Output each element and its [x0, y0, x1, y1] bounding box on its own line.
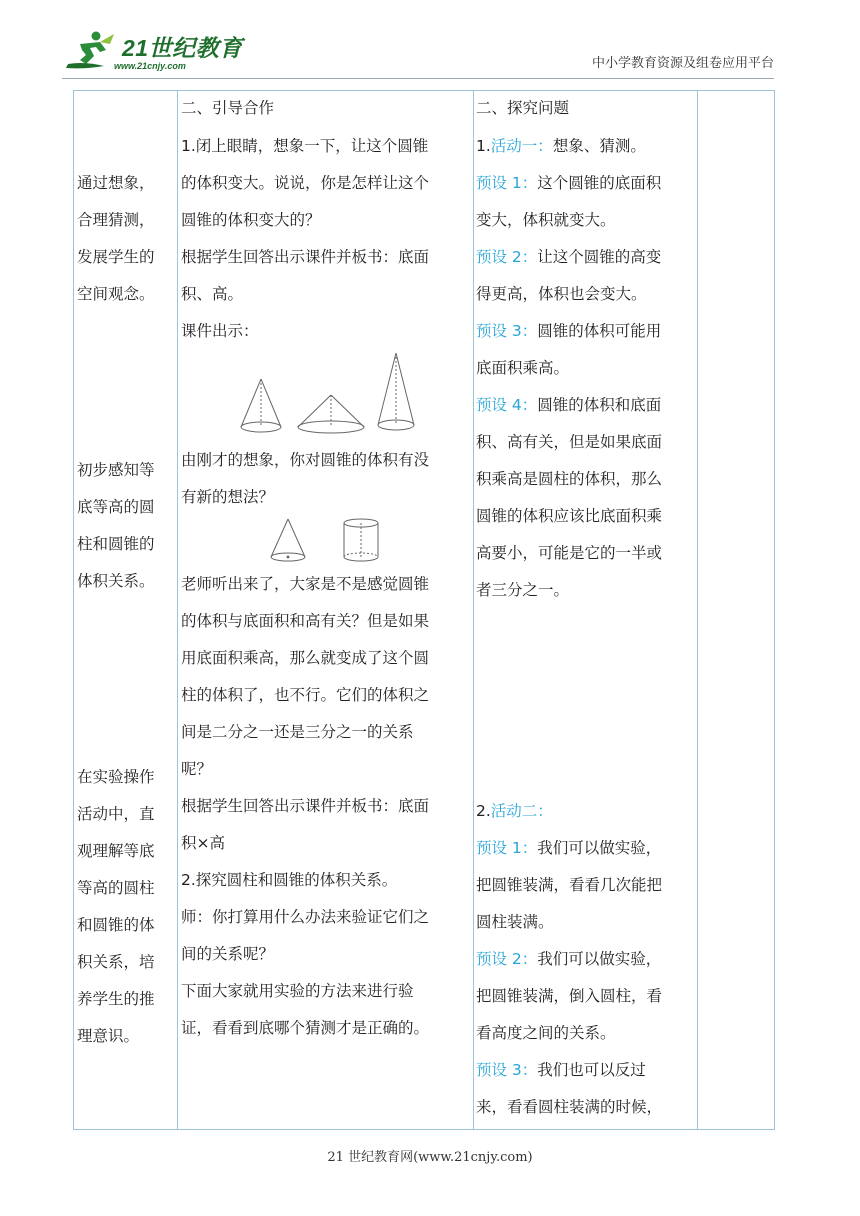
text-line: 2.探究圆柱和圆锥的体积关系。	[181, 871, 398, 889]
text-line: 的体积与底面积和高有关？但是如果	[181, 612, 430, 630]
intent-line: 积关系，培	[77, 953, 155, 971]
text-line: 柱的体积了，也不行。它们的体积之	[181, 686, 430, 704]
text-line: 的体积变大。说说，你是怎样让这个	[181, 174, 430, 192]
intent-line: 活动中，直	[77, 805, 155, 823]
tall-cone-icon	[378, 353, 414, 430]
preset-line: 看高度之间的关系。	[476, 1024, 616, 1042]
text-line: 间是二分之一还是三分之一的关系	[181, 723, 414, 741]
text-line: 间的关系呢？	[181, 945, 275, 963]
column-divider	[473, 91, 474, 1129]
preset-line: 圆锥的体积应该比底面积乘	[476, 507, 663, 525]
logo-url: www.21cnjy.com	[114, 61, 186, 71]
text-line: 有新的想法？	[181, 488, 275, 506]
preset-line: 底面积乘高。	[476, 359, 570, 377]
preset-line: 预设 3：我们也可以反过	[476, 1061, 646, 1079]
preset-line: 圆柱装满。	[476, 913, 554, 931]
preset-line: 预设 2：我们可以做实验，	[476, 950, 662, 968]
preset-line: 来，看看圆柱装满的时候，	[476, 1098, 663, 1116]
preset-line: 预设 1：这个圆锥的底面积	[476, 174, 662, 192]
intent-line: 底等高的圆	[77, 498, 155, 516]
activity-one: 1.活动一：想象、猜测。	[476, 137, 646, 155]
intent-line: 观理解等底	[77, 842, 155, 860]
text-line: 下面大家就用实验的方法来进行验	[181, 982, 414, 1000]
preset-line: 高要小，可能是它的一半或	[476, 544, 663, 562]
intent-line: 在实验操作	[77, 768, 155, 786]
preset-line: 预设 3：圆锥的体积可能用	[476, 322, 662, 340]
lesson-table	[73, 90, 775, 1130]
preset-line: 积、高有关，但是如果底面	[476, 433, 663, 451]
header-divider	[62, 78, 774, 79]
text-line: 根据学生回答出示课件并板书：底面	[181, 797, 430, 815]
preset-line: 把圆锥装满，倒入圆柱，看	[476, 987, 663, 1005]
intent-line: 体积关系。	[77, 572, 155, 590]
three-cones-figure	[231, 349, 431, 441]
logo	[60, 30, 243, 76]
cylinder-icon	[344, 519, 378, 561]
text-line: 证，看看到底哪个猜测才是正确的。	[181, 1019, 430, 1037]
preset-line: 预设 1：我们可以做实验，	[476, 839, 662, 857]
text-line: 老师听出来了，大家是不是感觉圆锥	[181, 575, 430, 593]
logo-text: 21世纪教育	[122, 35, 243, 61]
text-line: 圆锥的体积变大的？	[181, 211, 321, 229]
text-line: 师：你打算用什么办法来验证它们之	[181, 908, 430, 926]
column-divider	[697, 91, 698, 1129]
cone-cylinder-figure	[266, 515, 396, 565]
preset-line: 预设 2：让这个圆锥的高变	[476, 248, 662, 266]
intent-line: 柱和圆锥的	[77, 535, 155, 553]
intent-line: 通过想象，	[77, 174, 155, 192]
text-line: 由刚才的想象，你对圆锥的体积有没	[181, 451, 430, 469]
preset-line: 者三分之一。	[476, 581, 570, 599]
text-line: 呢？	[181, 760, 213, 778]
wide-cone-icon	[298, 395, 364, 433]
platform-title: 中小学教育资源及组卷应用平台	[591, 56, 774, 71]
preset-line: 把圆锥装满，看看几次能把	[476, 876, 663, 894]
preset-line: 预设 4：圆锥的体积和底面	[476, 396, 662, 414]
cone-icon	[241, 379, 281, 432]
intent-line: 空间观念。	[77, 285, 155, 303]
intent-line: 和圆锥的体	[77, 916, 155, 934]
runner-logo-icon	[60, 30, 120, 76]
intent-line: 理意识。	[77, 1027, 140, 1045]
intent-line: 合理猜测，	[77, 211, 155, 229]
page-header	[0, 0, 860, 90]
section-title: 二、探究问题	[476, 99, 570, 117]
preset-line: 积乘高是圆柱的体积，那么	[476, 470, 663, 488]
text-line: 用底面积乘高，那么就变成了这个圆	[181, 649, 430, 667]
cone-icon	[271, 519, 305, 561]
page-footer: 21 世纪教育网(www.21cnjy.com)	[327, 1150, 533, 1165]
preset-line: 变大，体积就变大。	[476, 211, 616, 229]
column-divider	[177, 91, 178, 1129]
intent-line: 初步感知等	[77, 461, 155, 479]
intent-line: 发展学生的	[77, 248, 155, 266]
text-line: 根据学生回答出示课件并板书：底面	[181, 248, 430, 266]
text-line: 积、高。	[181, 285, 244, 303]
section-title: 二、引导合作	[181, 99, 275, 117]
activity-two: 2.活动二：	[476, 802, 553, 820]
intent-line: 养学生的推	[77, 990, 155, 1008]
preset-line: 得更高，体积也会变大。	[476, 285, 647, 303]
text-line: 1.闭上眼睛，想象一下，让这个圆锥	[181, 137, 429, 155]
text-line: 积×高	[181, 834, 225, 852]
intent-line: 等高的圆柱	[77, 879, 155, 897]
text-line: 课件出示：	[181, 322, 259, 340]
